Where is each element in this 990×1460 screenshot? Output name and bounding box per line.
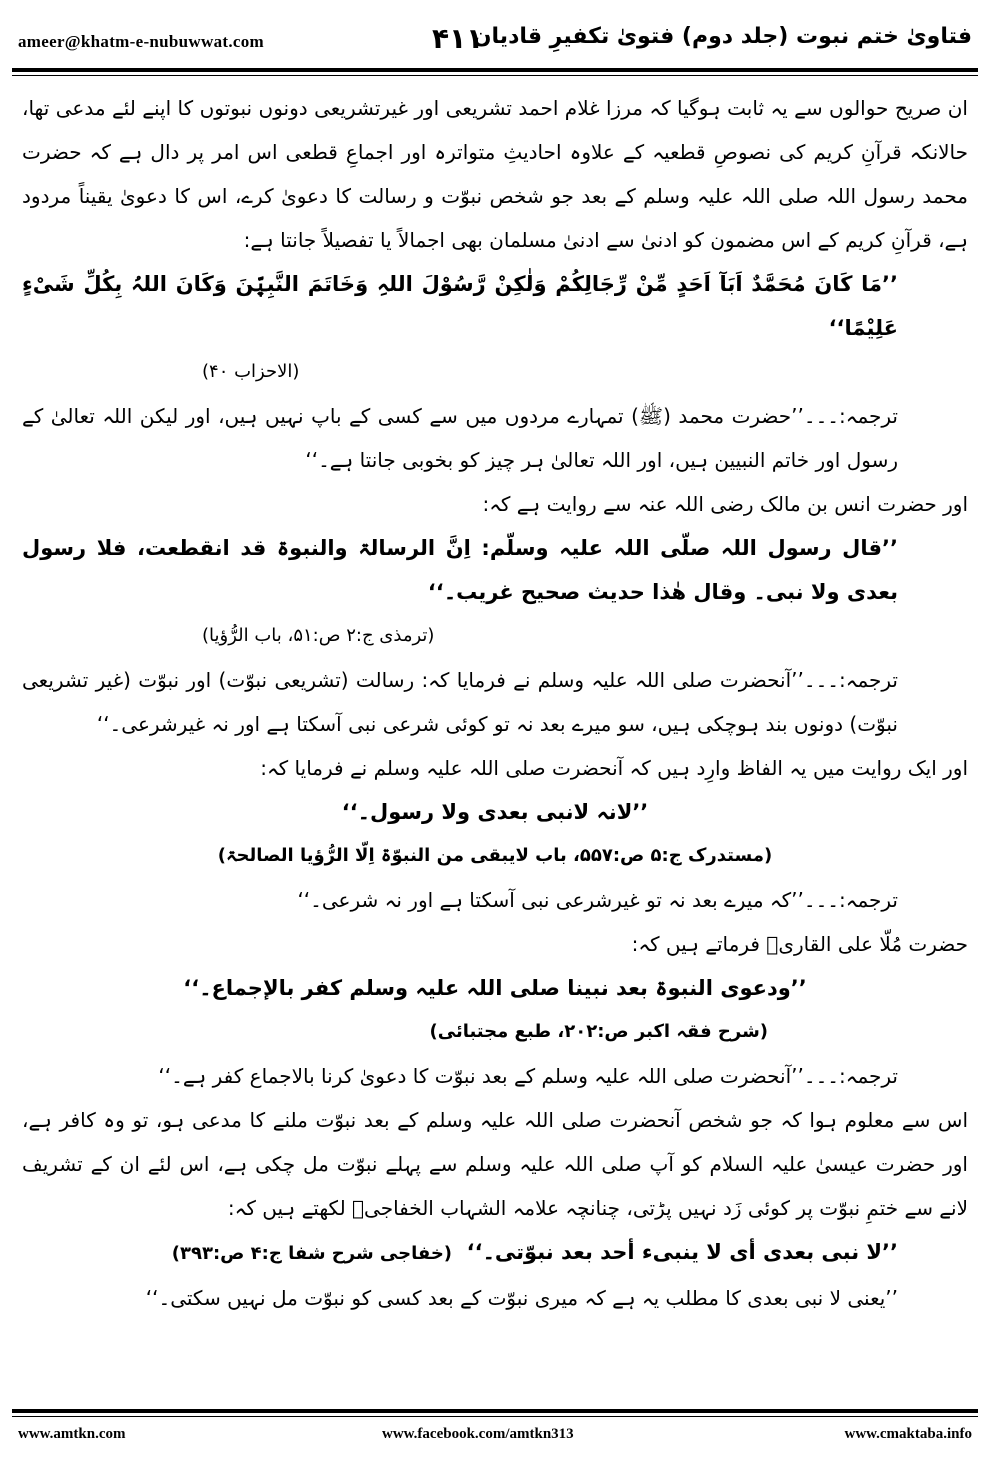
- paragraph-intro: ان صریح حوالوں سے یہ ثابت ہوگیا کہ مرزا غلام احمد تشریعی اور غیرتشریعی دونوں نبوتوں کا اپنے لئے مدعی تھا، حالانکہ قرآنِ کریم کی نصوصِ قطعیہ کے علاوہ احادیثِ متواترہ اور اجماعِ قطعی اس امر پر دال ہے کہ حضرت محمد رسول اللہ صلی اللہ علیہ وسلم کے بعد جو شخص نبوّت و رسالت کا دعویٰ کرے، اس کا دعویٰ یقیناً مردود ہے، قرآنِ کریم کے اس مضمون کو ادنیٰ سے ادنیٰ مسلمان بھی اجمالاً یا تفصیلاً جانتا ہے:: [22, 96, 968, 252]
- khafaji-reference: (خفاجی شرح شفا ج:۴ ص:۳۹۳): [171, 1243, 453, 1264]
- translation-5: ’’یعنی لا نبی بعدی کا مطلب یہ ہے کہ میری نبوّت کے بعد کسی کو نبوّت مل نہیں سکتی۔‘‘: [145, 1286, 898, 1310]
- translation-1: ترجمہ:۔۔۔’’حضرت محمد (ﷺ) تمہارے مردوں میں سے کسی کے باپ نہیں ہیں، اور لیکن اللہ تعالیٰ کے رسول اور خاتم النبیین ہیں، اور اللہ تعالیٰ ہر چیز کو بخوبی جانتا ہے۔‘‘: [22, 404, 898, 472]
- page-body: [22, 86, 968, 1376]
- translation-4: ترجمہ:۔۔۔’’آنحضرت صلی اللہ علیہ وسلم کے بعد نبوّت کا دعویٰ کرنا بالاجماع کفر ہے۔‘‘: [158, 1064, 898, 1088]
- header-divider: [12, 68, 978, 72]
- quran-reference: (الاحزاب ۴۰): [202, 361, 300, 382]
- footer-link-cmaktaba[interactable]: www.cmaktaba.info: [844, 1426, 972, 1442]
- book-title: فتاویٰ ختم نبوت (جلد دوم) فتویٰ تکفیرِ قادیان: [472, 24, 972, 49]
- page-footer: [12, 1424, 978, 1450]
- paragraph-anas: اور حضرت انس بن مالک رضی اللہ عنہ سے روایت ہے کہ:: [482, 492, 968, 516]
- translation-2: ترجمہ:۔۔۔’’آنحضرت صلی اللہ علیہ وسلم نے فرمایا کہ: رسالت (تشریعی نبوّت) اور نبوّت (غیر تشریعی نبوّت) دونوں بند ہوچکی ہیں، سو میرے بعد نہ تو کوئی شرعی نبی آسکتا ہے اور نہ غیرشرعی۔‘‘: [22, 668, 898, 736]
- footer-divider: [12, 1409, 978, 1413]
- page-number: ۴۱۱: [432, 22, 484, 55]
- page-header: [12, 18, 978, 74]
- paragraph-riwayat: اور ایک روایت میں یہ الفاظ وارِد ہیں کہ آنحضرت صلی اللہ علیہ وسلم نے فرمایا کہ:: [260, 756, 968, 780]
- hadith-mustadrak: ’’لانہ لانبی بعدی ولا رسول۔‘‘: [341, 800, 649, 824]
- header-divider-thin: [12, 75, 978, 76]
- translation-3: ترجمہ:۔۔۔’’کہ میرے بعد نہ تو غیرشرعی نبی آسکتا ہے اور نہ شرعی۔‘‘: [297, 888, 898, 912]
- fiqh-akbar-reference: (شرح فقہ اکبر ص:۲۰۲، طبع مجتبائی): [429, 1021, 768, 1042]
- quote-fiqh-akbar: ’’ودعوی النبوۃ بعد نبینا صلی اللہ علیہ وسلم کفر بالإجماع۔‘‘: [183, 976, 807, 1000]
- tirmidhi-reference: (ترمذی ج:۲ ص:۵۱، باب الرُّؤیا): [202, 625, 435, 646]
- quote-khafaji: [22, 1230, 968, 1276]
- footer-link-amtkn[interactable]: www.amtkn.com: [18, 1426, 126, 1442]
- paragraph-mulla-ali: حضرت مُلّا علی القاریؒ فرماتے ہیں کہ:: [631, 932, 968, 956]
- footer-divider-thin: [12, 1416, 978, 1417]
- quran-verse: ’’مَا کَانَ مُحَمَّدٌ اَبَآ اَحَدٍ مِّنْ رِّجَالِکُمْ وَلٰکِنْ رَّسُوْلَ اللہِ وَخَاتَمَ النَّبِیّٖنَ وَکَانَ اللہُ بِکُلِّ شَیْءٍ عَلِیْمًا‘‘: [22, 272, 898, 340]
- khafaji-text: ’’لا نبی بعدی أی لا ینبیء أحد بعد نبوّتی۔‘‘: [466, 1240, 898, 1264]
- paragraph-conclusion: اس سے معلوم ہوا کہ جو شخص آنحضرت صلی اللہ علیہ وسلم کے بعد نبوّت ملنے کا مدعی ہو، تو وہ کافر ہے، اور حضرت عیسیٰ علیہ السلام کو آپ صلی اللہ علیہ وسلم سے پہلے نبوّت مل چکی ہے، اس لئے ان کے تشریف لانے سے ختمِ نبوّت پر کوئی زَد نہیں پڑتی، چنانچہ علامہ الشہاب الخفاجیؒ لکھتے ہیں کہ:: [22, 1108, 968, 1220]
- mustadrak-reference: (مستدرک ج:۵ ص:۵۵۷، باب لایبقی من النبوّۃ اِلّا الرُّؤیا الصالحۃ): [217, 845, 773, 866]
- header-email: ameer@khatm-e-nubuwwat.com: [18, 32, 264, 51]
- hadith-tirmidhi: ’’قال رسول اللہ صلّی اللہ علیہ وسلّم: اِنَّ الرسالۃ والنبوۃ قد انقطعت، فلا رسول بعدی ولا نبی۔ وقال ھٰذا حدیث صحیح غریب۔‘‘: [22, 536, 898, 604]
- footer-link-facebook[interactable]: www.facebook.com/amtkn313: [382, 1426, 574, 1442]
